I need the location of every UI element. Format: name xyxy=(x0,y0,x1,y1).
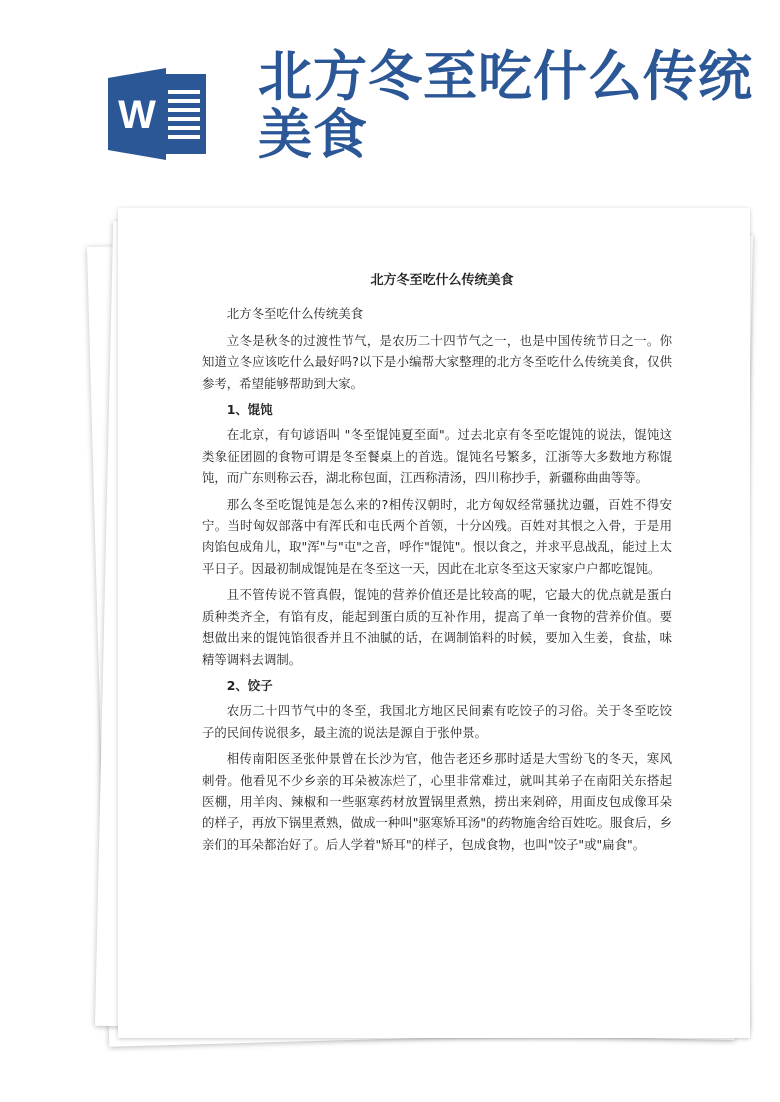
document-body xyxy=(202,270,672,860)
paragraph: 在北京，有句谚语叫 "冬至馄饨夏至面"。过去北京有冬至吃馄饨的说法，馄饨这类象征团圆的食物可谓是冬至餐桌上的首选。馄饨名号繁多，江浙等大多数地方称馄饨，而广东则称云吞，湖北称包面，江西称清汤，四川称抄手，新疆称曲曲等等。 xyxy=(202,427,672,486)
page-title: 北方冬至吃什么传统美食 xyxy=(258,45,753,166)
paragraph: 立冬是秋冬的过渡性节气，是农历二十四节气之一，也是中国传统节日之一。你知道立冬应该吃什么最好吗?以下是小编帮大家整理的北方冬至吃什么传统美食，仅供参考，希望能够帮助到大家。 xyxy=(202,332,672,391)
document-paragraphs xyxy=(202,303,672,855)
word-logo-letter: W xyxy=(118,93,156,137)
word-icon xyxy=(108,68,208,160)
section-heading: 2、饺子 xyxy=(226,677,273,693)
paragraph: 那么冬至吃馄饨是怎么来的?相传汉朝时，北方匈奴经常骚扰边疆，百姓不得安宁。当时匈奴部落中有浑氏和屯氏两个首领，十分凶残。百姓对其恨之入骨，于是用肉馅包成角儿，取"浑"与"屯"之音，呼作"馄饨"。恨以食之，并求平息战乱，能过上太平日子。因最初制成馄饨是在冬至这一天，因此在北京冬至这天家家户户都吃馄饨。 xyxy=(202,496,672,576)
paragraph: 北方冬至吃什么传统美食 xyxy=(226,306,364,322)
section-heading: 1、馄饨 xyxy=(226,402,273,418)
paragraph: 相传南阳医圣张仲景曾在长沙为官，他告老还乡那时适是大雪纷飞的冬天，寒风刺骨。他看见不少乡亲的耳朵被冻烂了，心里非常难过，就叫其弟子在南阳关东搭起医棚，用羊肉、辣椒和一些驱寒药材放置锅里煮熟，捞出来剁碎，用面皮包成像耳朵的样子，再放下锅里煮熟，做成一种叫"驱寒矫耳汤"的药物施舍给百姓吃。服食后，乡亲们的耳朵都治好了。后人学着"矫耳"的样子，包成食物，也叫"饺子"或"扁食"。 xyxy=(202,751,672,852)
paragraph: 且不管传说不管真假，馄饨的营养价值还是比较高的呢，它最大的优点就是蛋白质种类齐全，有馅有皮，能起到蛋白质的互补作用，提高了单一食物的营养价值。要想做出来的馄饨馅很香并且不油腻的话，在调制馅料的时候，要加入生姜，食盐，味精等调料去调制。 xyxy=(202,587,672,667)
document-page xyxy=(118,208,750,1038)
document-title: 北方冬至吃什么传统美食 xyxy=(370,273,514,288)
paragraph: 农历二十四节气中的冬至，我国北方地区民间素有吃饺子的习俗。关于冬至吃饺子的民间传说很多，最主流的说法是源自于张仲景。 xyxy=(202,703,672,740)
